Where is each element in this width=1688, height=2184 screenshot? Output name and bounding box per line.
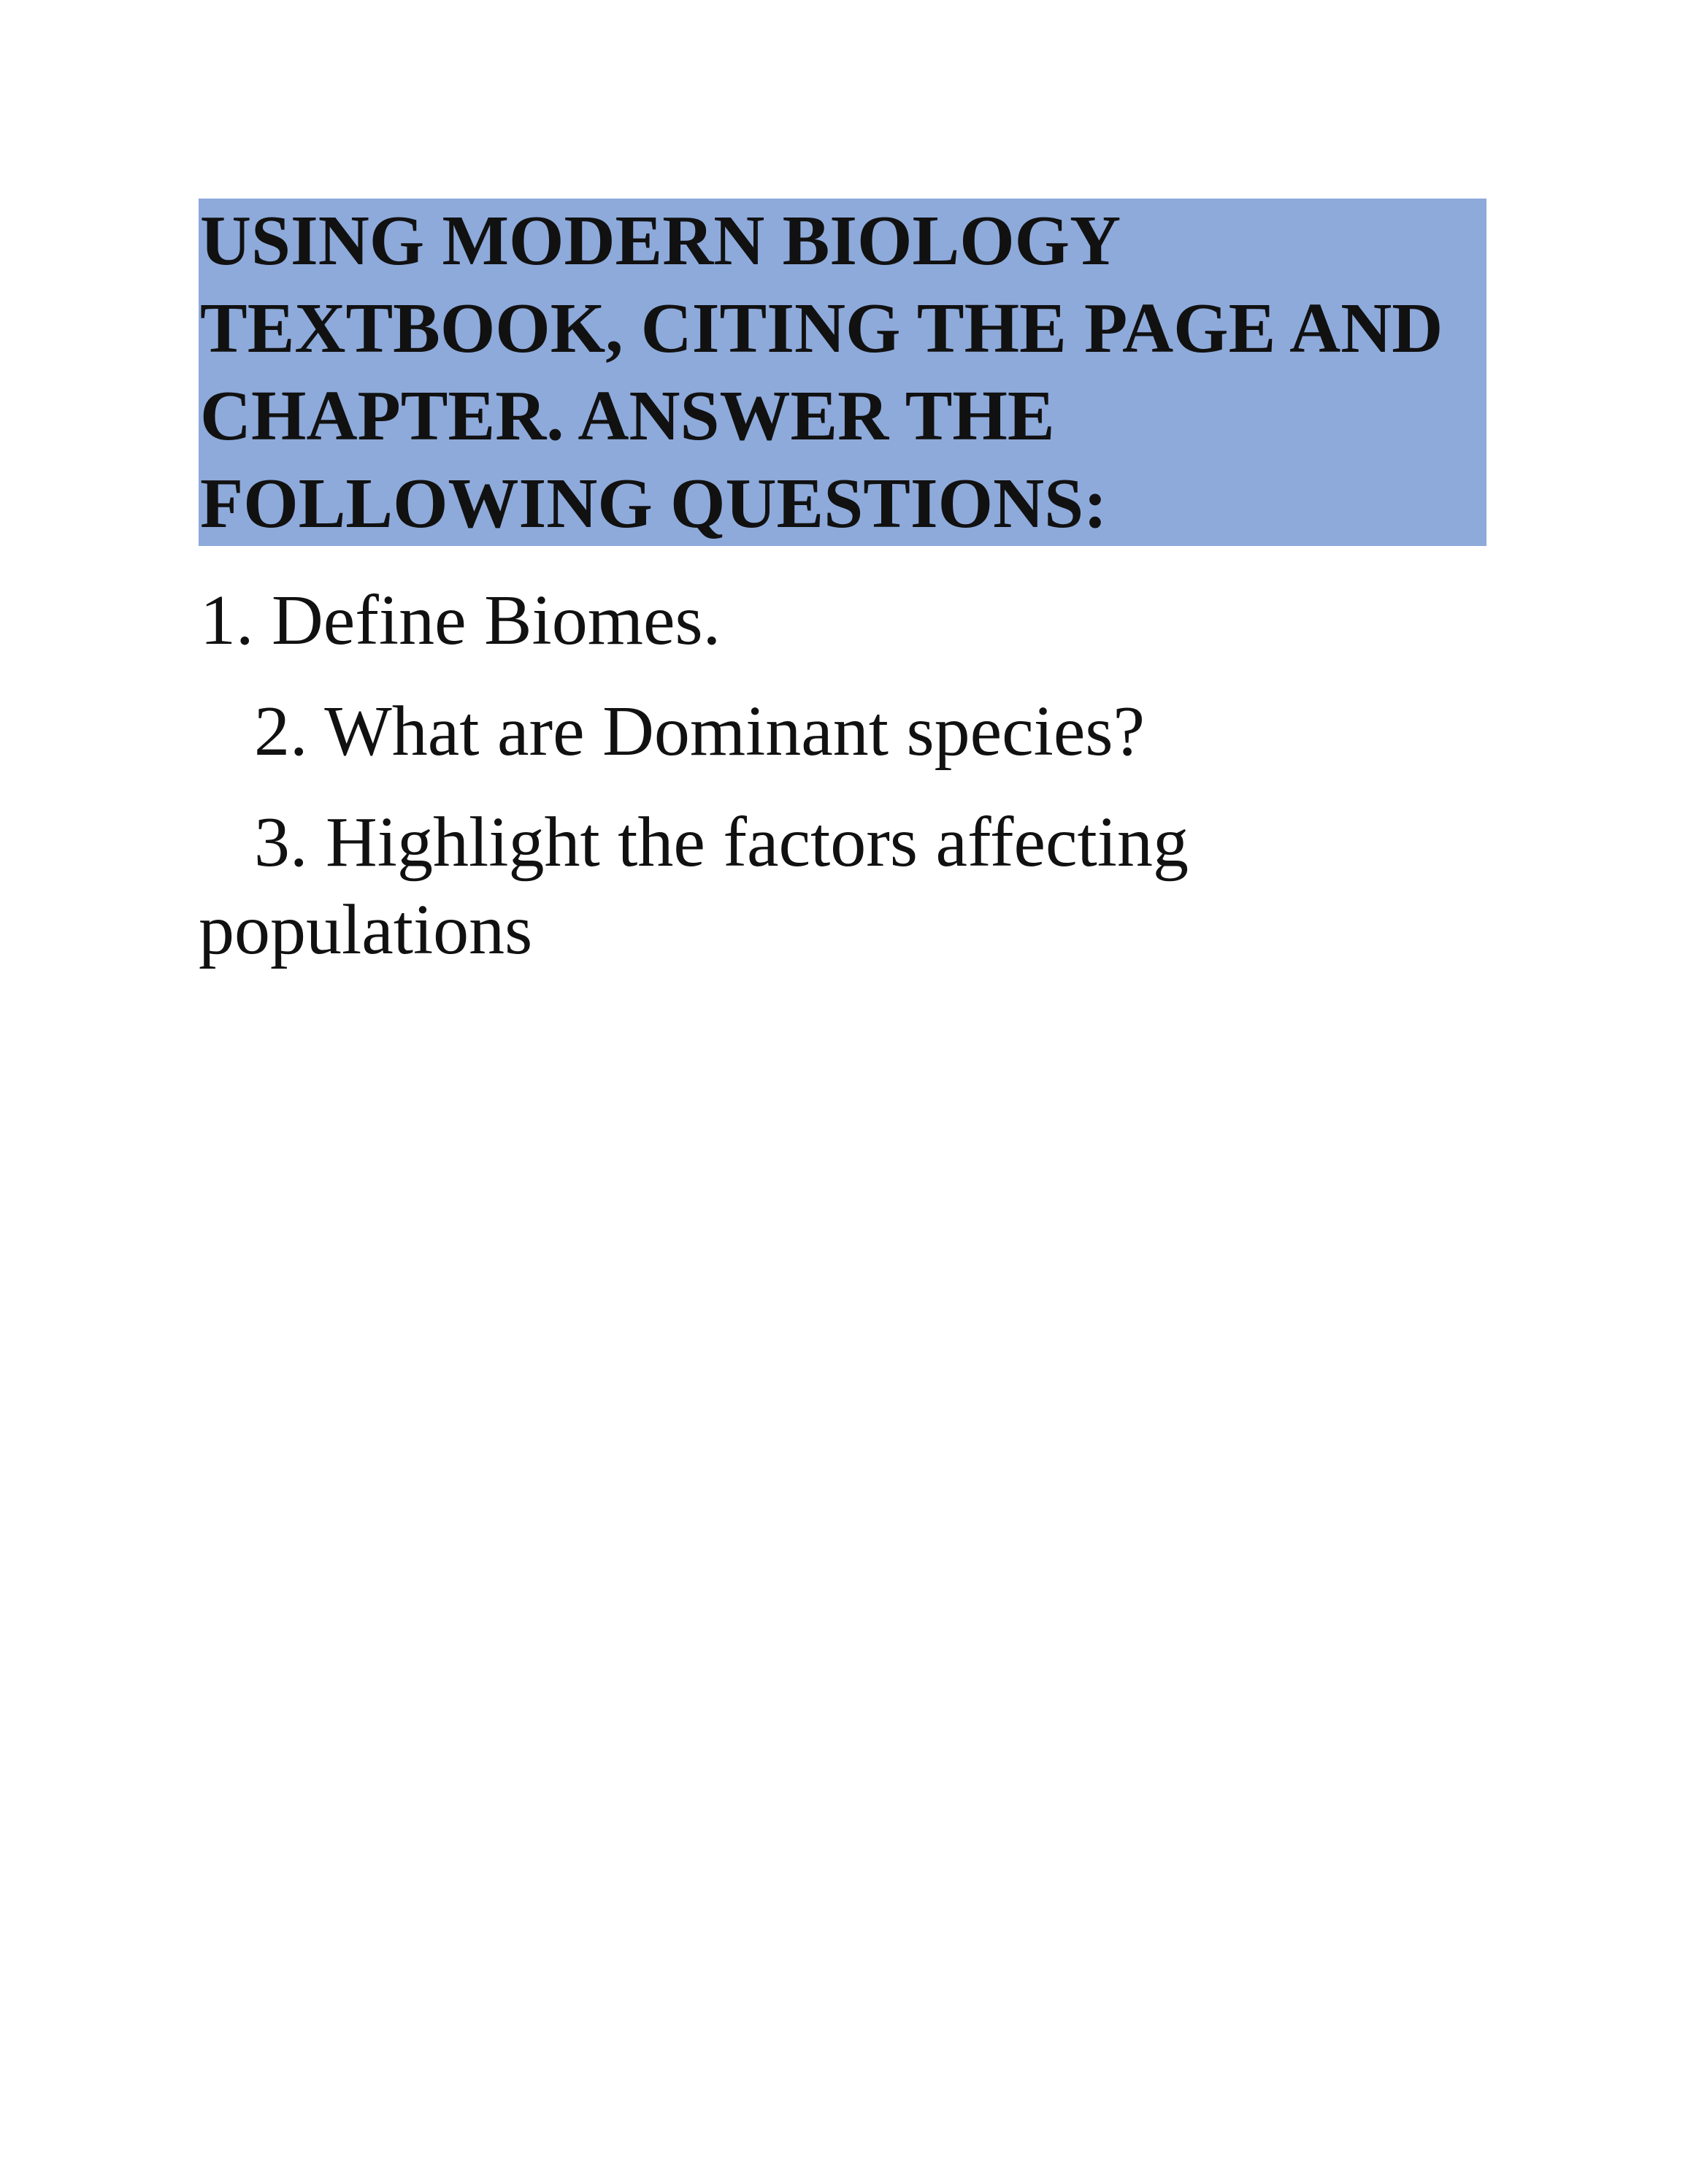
question-3: 3. Highlight the factors affecting	[254, 803, 1189, 882]
heading-line-2: TEXTBOOK, CITING THE PAGE AND	[200, 289, 1443, 367]
heading-line-1: USING MODERN BIOLOGY	[200, 201, 1121, 280]
question-2: 2. What are Dominant species?	[254, 692, 1146, 771]
heading-line-3: CHAPTER. ANSWER THE	[200, 377, 1055, 455]
question-1: 1. Define Biomes.	[200, 581, 721, 660]
question-3-continuation: populations	[199, 891, 533, 969]
heading-line-4: FOLLOWING QUESTIONS:	[200, 464, 1108, 542]
